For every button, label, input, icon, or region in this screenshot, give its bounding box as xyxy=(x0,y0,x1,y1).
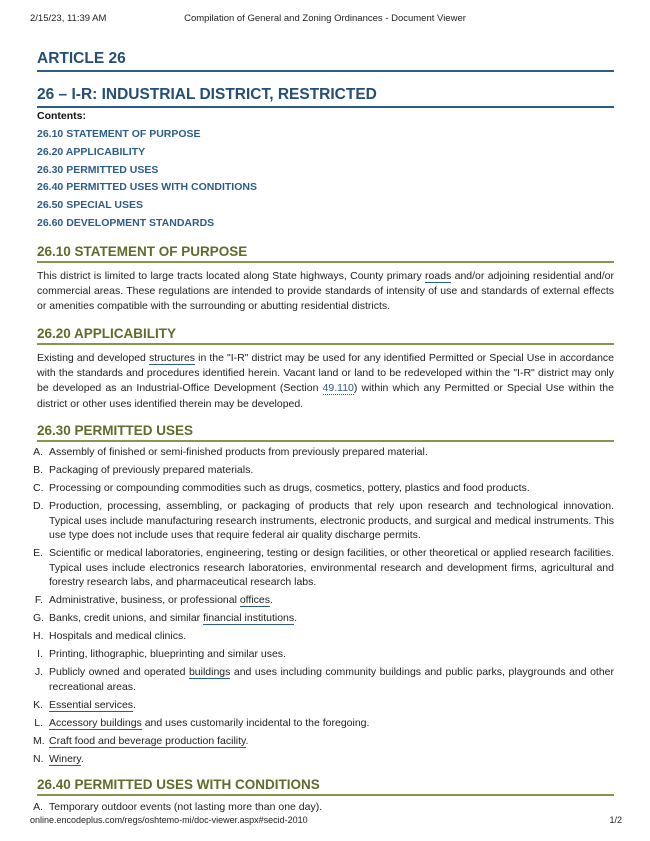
list-item: E. Scientific or medical laboratories, engineering, testing or design facilities, or other theoretical or applied research facilities. Typical uses include electronics research laboratories, environmental research and development firms, agricultural and forestry research labs, and pharmaceutical research labs. xyxy=(33,547,614,589)
list-item: K. Essential services. xyxy=(33,698,136,711)
toc-item-permitted-uses-with-conditions[interactable]: 26.40 PERMITTED USES WITH CONDITIONS xyxy=(37,181,257,194)
section-49-110-link[interactable]: 49.110 xyxy=(322,382,354,395)
list-item: I. Printing, lithographic, blueprinting and similar uses. xyxy=(37,648,286,661)
list-item: D. Production, processing, assembling, or packaging of products that rely upon research and technological innovation. Typical uses include manufacturing research instruments, electronic products, and surgical and medical instruments. This use type does not include uses that require federal air quality discharge permits. xyxy=(33,499,614,542)
purpose-paragraph xyxy=(37,269,614,315)
print-page-number: 1/2 xyxy=(609,815,622,825)
toc-item-statement-of-purpose[interactable]: 26.10 STATEMENT OF PURPOSE xyxy=(37,128,201,140)
list-item: C. Processing or compounding commodities such as drugs, cosmetics, pottery, plastics and food products. xyxy=(33,481,530,494)
article-title: ARTICLE 26 xyxy=(37,50,614,72)
print-title: Compilation of General and Zoning Ordinances - Document Viewer xyxy=(184,13,466,24)
toc-item-applicability[interactable]: 26.20 APPLICABILITY xyxy=(37,145,146,158)
roads-link[interactable]: roads xyxy=(425,270,452,282)
accessory-buildings-link[interactable]: Accessory buildings xyxy=(49,716,142,729)
print-datetime: 2/15/23, 11:39 AM xyxy=(30,13,107,24)
contents-label: Contents: xyxy=(37,110,86,122)
applicability-text-middle: in the "I-R" district may be used for any identified Permitted or Special Use in accordance with the standards and procedures identified herein. Vacant land or land to be redeveloped within the "I-R" district may only be developed as an Industrial-Office Development (Section xyxy=(37,352,614,395)
winery-link[interactable]: Winery xyxy=(49,752,81,765)
print-header xyxy=(0,13,650,25)
buildings-link[interactable]: buildings xyxy=(188,666,231,679)
purpose-text-continued: and/or adjoining residential and/or commercial areas. These regulations are intended to provide standards of intensity of use and standards of external effects or amenities compatible with the surrounding or abutting residential districts. xyxy=(37,270,615,313)
offices-link[interactable]: offices xyxy=(239,594,271,607)
list-item: L. Accessory buildings and uses customarily incidental to the foregoing. xyxy=(34,716,370,729)
permitted-uses-list xyxy=(33,445,614,770)
section-heading-permitted-uses: 26.30 PERMITTED USES xyxy=(37,423,614,442)
list-item: B. Packaging of previously prepared materials. xyxy=(33,463,254,476)
table-of-contents xyxy=(37,128,257,235)
list-item: H. Hospitals and medical clinics. xyxy=(33,630,187,643)
toc-item-development-standards[interactable]: 26.60 DEVELOPMENT STANDARDS xyxy=(37,216,215,229)
list-item: N. Winery. xyxy=(33,752,84,765)
toc-item-permitted-uses[interactable]: 26.30 PERMITTED USES xyxy=(37,163,159,176)
article-heading: 26 – I-R: INDUSTRIAL DISTRICT, RESTRICTED xyxy=(37,86,614,108)
list-item: G. Banks, credit unions, and similar financial institutions. xyxy=(33,612,298,625)
toc-item-special-uses[interactable]: 26.50 SPECIAL USES xyxy=(37,199,144,212)
list-item: A. Assembly of finished or semi-finished products from previously prepared material. xyxy=(33,446,428,458)
structures-link[interactable]: structures xyxy=(148,352,196,364)
section-heading-permitted-with-conditions: 26.40 PERMITTED USES WITH CONDITIONS xyxy=(37,777,614,796)
list-item: A. Temporary outdoor events (not lasting more than one day). xyxy=(33,801,323,813)
purpose-text: This district is limited to large tracts located along State highways, County primary xyxy=(37,270,426,282)
section-heading-purpose: 26.10 STATEMENT OF PURPOSE xyxy=(37,244,614,263)
financial-institutions-link[interactable]: financial institutions xyxy=(203,612,295,625)
print-url: online.encodeplus.com/regs/oshtemo-mi/doc-viewer.aspx#secid-2010 xyxy=(30,815,308,825)
applicability-text: Existing and developed xyxy=(37,352,149,364)
applicability-paragraph xyxy=(37,351,614,412)
list-item: M. Craft food and beverage production facility. xyxy=(33,734,249,747)
craft-food-beverage-link[interactable]: Craft food and beverage production facility xyxy=(49,734,246,747)
section-heading-applicability: 26.20 APPLICABILITY xyxy=(37,326,614,345)
list-item: F. Administrative, business, or professional offices. xyxy=(34,594,273,607)
applicability-text-end: ) within which any Permitted or Special Use within the district or other uses identified therein may be developed. xyxy=(37,382,614,410)
list-item: J. Publicly owned and operated buildings and uses including community buildings and public parks, playgrounds and other recreational areas. xyxy=(34,666,614,693)
essential-services-link[interactable]: Essential services xyxy=(49,698,134,711)
